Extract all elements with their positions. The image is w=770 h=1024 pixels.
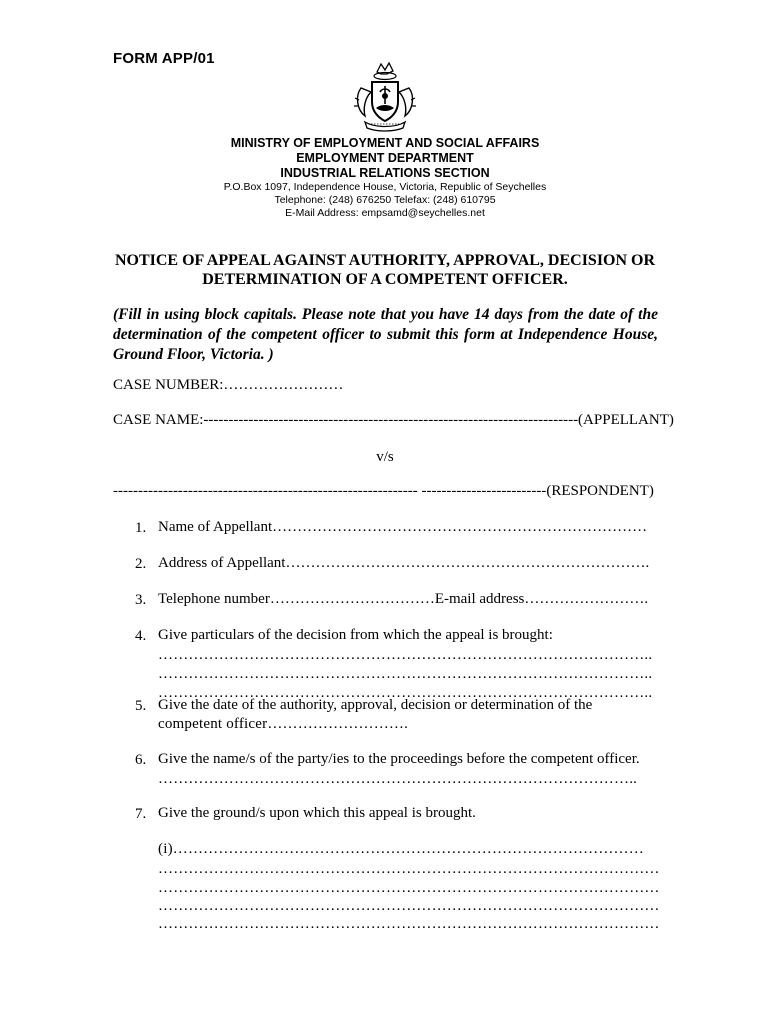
- list-item[interactable]: [135, 591, 649, 609]
- decision-particulars-label: Give particulars of the decision from which the appeal is brought:: [158, 627, 553, 643]
- department-name: EMPLOYMENT DEPARTMENT: [296, 151, 474, 165]
- ministry-name: MINISTRY OF EMPLOYMENT AND SOCIAL AFFAIRS: [230, 136, 540, 150]
- item-number: 2.: [135, 556, 147, 572]
- email-address: E-Mail Address: empsamd@seychelles.net: [285, 207, 485, 219]
- item-number: 5.: [135, 698, 147, 714]
- postal-address: P.O.Box 1097, Independence House, Victoria, Republic of Seychelles: [223, 181, 547, 193]
- instructions-text: (Fill in using block capitals. Please note that you have 14 days from the date of the determination of the competent officer to submit this form at Independence House, Ground Floor, Victoria. ): [113, 306, 658, 363]
- decision-date-label: Give the date of the authority, approval, decision or determination of the: [158, 697, 593, 713]
- appellant-name-field[interactable]: Name of Appellant…………………………………………………………………: [158, 519, 648, 535]
- item-number: 4.: [135, 628, 147, 644]
- grounds-line-i[interactable]: (i)…………………………………………………………………………………: [158, 841, 644, 857]
- versus-label: v/s: [376, 449, 394, 465]
- list-item: [135, 805, 476, 823]
- grounds-line-5[interactable]: ………………………………………………………………………………………: [158, 916, 660, 932]
- telephone-email-field[interactable]: Telephone number……………………………E-mail address…………………….: [158, 591, 649, 607]
- telephone-fax: Telephone: (248) 676250 Telefax: (248) 610795: [274, 194, 496, 206]
- list-item[interactable]: [135, 555, 650, 573]
- notice-title: NOTICE OF APPEAL AGAINST AUTHORITY, APPROVAL, DECISION OR DETERMINATION OF A COMPETENT OFFICER.: [114, 252, 656, 288]
- grounds-line-4[interactable]: ………………………………………………………………………………………: [158, 898, 660, 914]
- competent-officer-date-field[interactable]: competent officer……………………….: [158, 716, 409, 732]
- list-item: [135, 627, 553, 645]
- parties-label: Give the name/s of the party/ies to the proceedings before the competent officer.: [158, 751, 640, 767]
- respondent-field[interactable]: ------------------------------------------------------------- -------------------------(RESPONDENT): [113, 483, 654, 499]
- list-item: [135, 751, 640, 769]
- grounds-label: Give the ground/s upon which this appeal is brought.: [158, 805, 476, 821]
- list-item[interactable]: [135, 519, 648, 537]
- list-item: [135, 697, 593, 715]
- case-name-field[interactable]: CASE NAME:---------------------------------------------------------------------------(APPELLANT): [113, 412, 674, 428]
- parties-line-1[interactable]: …………………………………………………………………………………..: [158, 771, 638, 787]
- section-name: INDUSTRIAL RELATIONS SECTION: [280, 166, 490, 180]
- appellant-address-field[interactable]: Address of Appellant……………………………………………………………….: [158, 555, 650, 571]
- case-number-field[interactable]: CASE NUMBER:……………………: [113, 377, 344, 393]
- grounds-line-3[interactable]: ………………………………………………………………………………………: [158, 880, 660, 896]
- item-number: 1.: [135, 520, 147, 536]
- item-number: 7.: [135, 806, 147, 822]
- decision-particulars-line-2[interactable]: ……………………………………………………………………………………..: [158, 666, 653, 682]
- coat-of-arms-icon: [347, 58, 423, 134]
- form-id: FORM APP/01: [113, 50, 215, 67]
- item-number: 6.: [135, 752, 147, 768]
- grounds-line-2[interactable]: ………………………………………………………………………………………: [158, 861, 660, 877]
- decision-particulars-line-1[interactable]: ……………………………………………………………………………………..: [158, 647, 653, 663]
- decision-particulars-line-3[interactable]: ……………………………………………………………………………………..: [158, 685, 653, 701]
- item-number: 3.: [135, 592, 147, 608]
